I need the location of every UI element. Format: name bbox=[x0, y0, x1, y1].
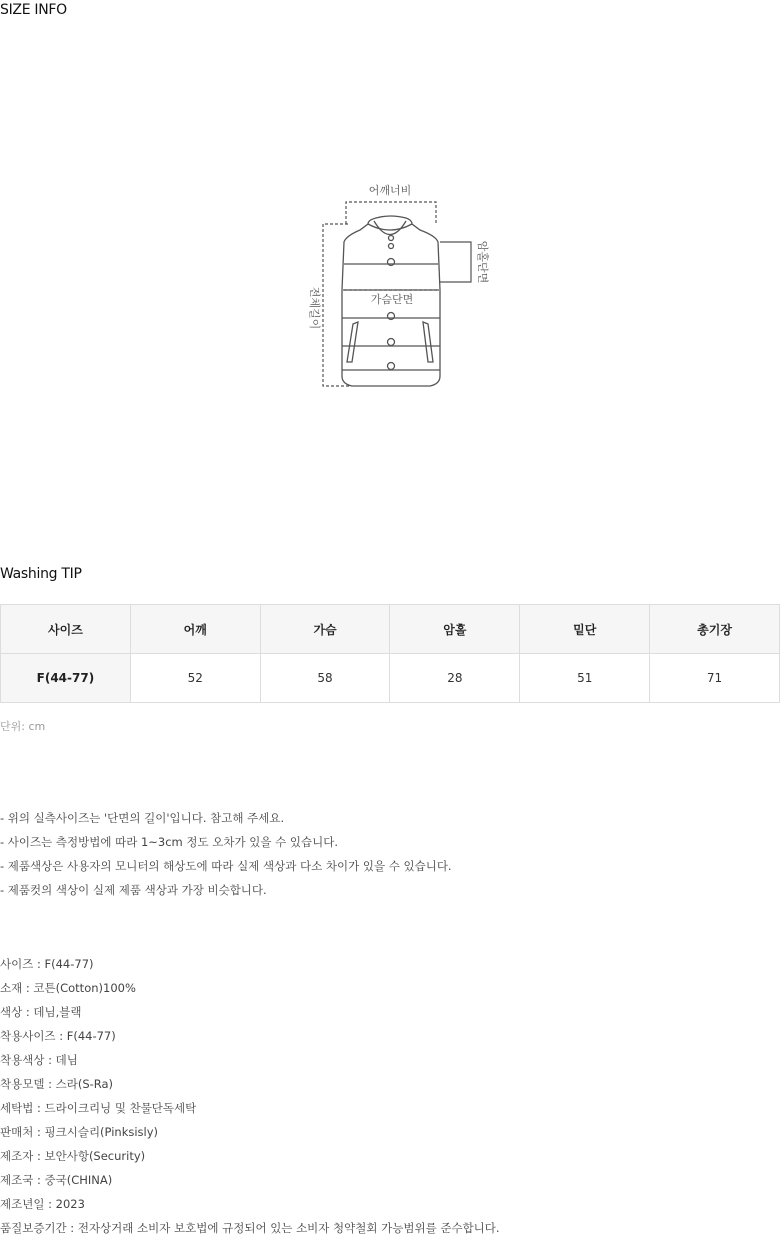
note-item: - 위의 실측사이즈는 '단면의 길이'입니다. 참고해 주세요. bbox=[0, 811, 285, 825]
header-shoulder: 어깨 bbox=[130, 605, 260, 654]
size-info-title: SIZE INFO bbox=[0, 2, 67, 18]
armhole-line bbox=[440, 242, 471, 282]
cell-shoulder: 52 bbox=[130, 654, 260, 703]
header-chest: 가슴 bbox=[260, 605, 390, 654]
cell-size: F(44-77) bbox=[1, 654, 131, 703]
spec-size: 사이즈 : F(44-77) bbox=[0, 957, 94, 971]
chest-label: 가슴단면 bbox=[370, 293, 414, 306]
note-item: - 제품색상은 사용자의 모니터의 해상도에 따라 실제 색상과 다소 차이가 있을 수 있습니다. bbox=[0, 859, 452, 873]
spec-worn-color: 착용색상 : 데님 bbox=[0, 1053, 78, 1067]
spec-model: 착용모델 : 스라(S-Ra) bbox=[0, 1077, 114, 1091]
shoulder-width-line bbox=[346, 202, 436, 224]
total-length-label: 전체길이 bbox=[308, 286, 321, 330]
note-item: - 제품컷의 색상이 실제 제품 색상과 가장 비슷합니다. bbox=[0, 883, 267, 897]
cell-chest: 58 bbox=[260, 654, 390, 703]
table-row bbox=[1, 654, 780, 703]
spec-material: 소재 : 코튼(Cotton)100% bbox=[0, 981, 136, 995]
spec-washing: 세탁법 : 드라이크리닝 및 찬물단독세탁 bbox=[0, 1101, 197, 1115]
cell-hem: 51 bbox=[520, 654, 650, 703]
shoulder-width-label: 어깨너비 bbox=[368, 184, 412, 197]
spec-year: 제조년일 : 2023 bbox=[0, 1197, 85, 1211]
header-armhole: 암홀 bbox=[390, 605, 520, 654]
armhole-label: 암홀단면 bbox=[476, 240, 489, 284]
spec-seller: 판매처 : 핑크시슬리(Pinksisly) bbox=[0, 1125, 159, 1139]
spec-warranty: 품질보증기간 : 전자상거래 소비자 보호법에 규정되어 있는 소비자 청약철회 가능범위를 준수합니다. bbox=[0, 1221, 500, 1235]
header-size: 사이즈 bbox=[1, 605, 131, 654]
spec-color: 색상 : 데님,블랙 bbox=[0, 1005, 82, 1019]
spec-worn-size: 착용사이즈 : F(44-77) bbox=[0, 1029, 116, 1043]
washing-tip-title: Washing TIP bbox=[0, 566, 82, 582]
vest-diagram bbox=[290, 178, 500, 398]
note-item: - 사이즈는 측정방법에 따라 1~3cm 정도 오차가 있을 수 있습니다. bbox=[0, 835, 339, 849]
cell-length: 71 bbox=[650, 654, 780, 703]
unit-note: 단위: cm bbox=[0, 720, 46, 733]
spec-manufacturer: 제조자 : 보안사항(Security) bbox=[0, 1149, 146, 1163]
product-specs-list bbox=[0, 952, 500, 1240]
header-length: 총기장 bbox=[650, 605, 780, 654]
spec-country: 제조국 : 중국(CHINA) bbox=[0, 1173, 113, 1187]
notes-list bbox=[0, 806, 452, 902]
total-length-line bbox=[323, 224, 350, 386]
cell-armhole: 28 bbox=[390, 654, 520, 703]
table-header-row bbox=[1, 605, 780, 654]
header-hem: 밑단 bbox=[520, 605, 650, 654]
size-table bbox=[0, 604, 780, 703]
